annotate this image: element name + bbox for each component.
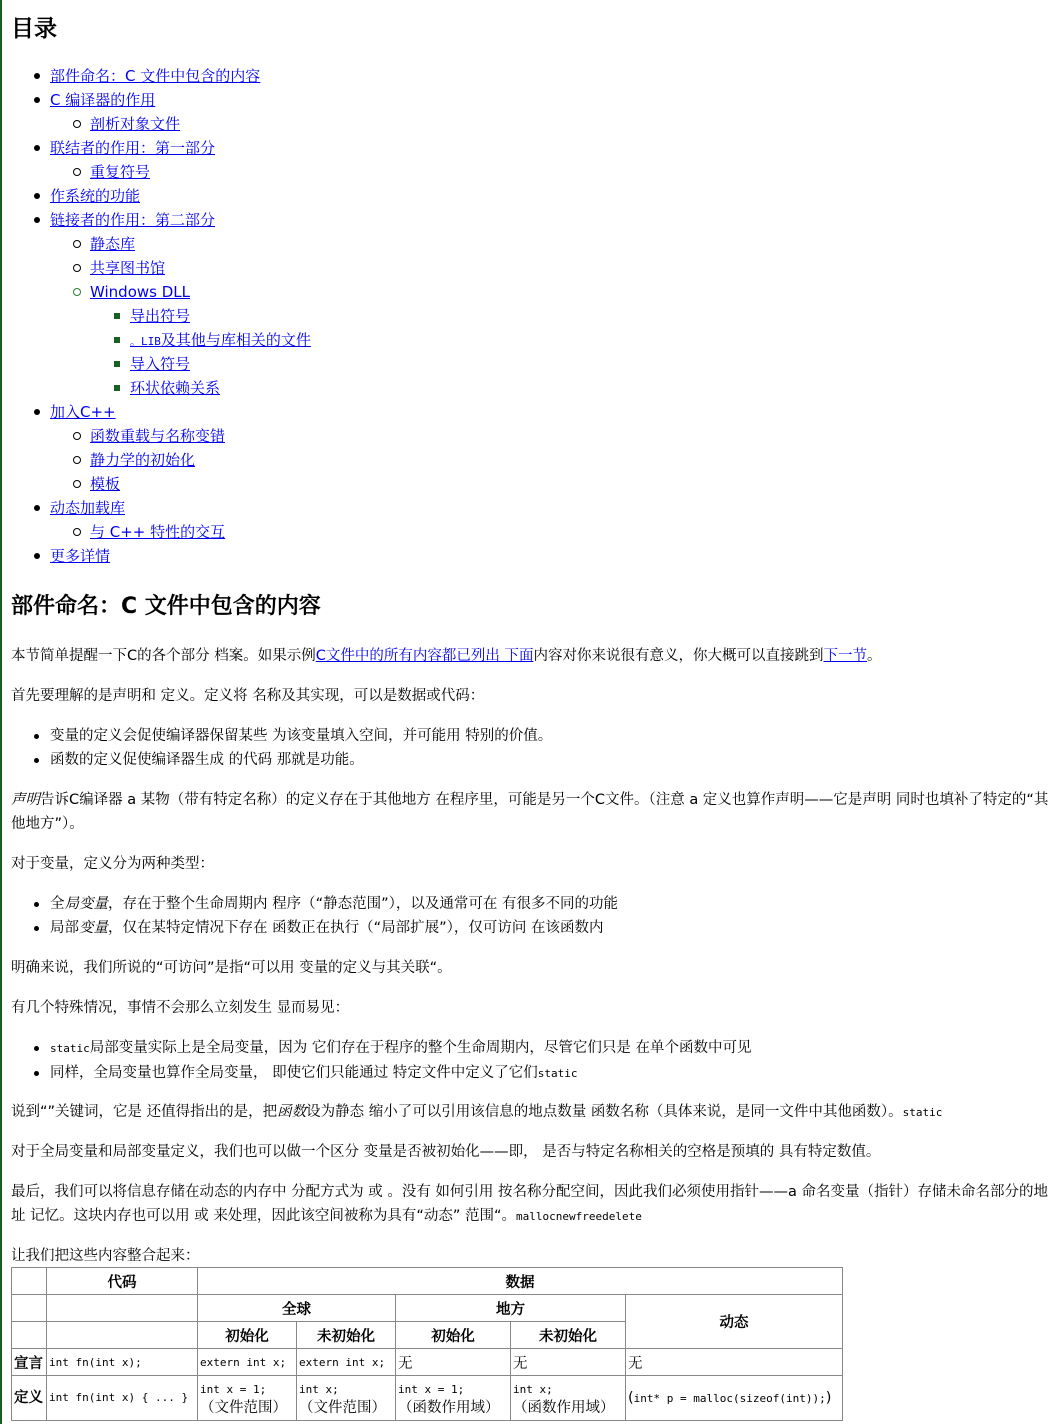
toc-link[interactable]: 联结者的作用：第一部分 <box>50 139 216 157</box>
toc-link[interactable]: 与 C++ 特性的交互 <box>90 523 226 541</box>
paragraph-dynamic <box>11 1180 1056 1229</box>
text: 同样，全局变量也算作全局变量， 即使它们只能通过 特定文件中定义了它们 <box>50 1065 538 1081</box>
table-row <box>12 1376 843 1421</box>
left-border <box>0 0 2 1424</box>
table-row <box>12 1268 843 1295</box>
table-of-contents <box>11 64 311 568</box>
paragraph-variable-types: 对于变量，定义分为两种类型： <box>11 856 214 872</box>
header-global-uninit: 未初始化 <box>297 1322 396 1349</box>
next-section-link[interactable]: 下一节 <box>823 648 867 664</box>
code: int x; <box>299 1382 339 1396</box>
text: ，存在于整个生命周期内 程序（“静态范围”），以及通常可在 有很多不同的功能 <box>108 896 618 912</box>
cell-def-global-uninit <box>297 1376 396 1421</box>
list-item: 函数的定义促使编译器生成 的代码 那就是功能。 <box>11 748 1056 772</box>
code: int x = 1; <box>398 1382 465 1396</box>
header-local-uninit: 未初始化 <box>511 1322 626 1349</box>
section-title: 部件命名：C 文件中包含的内容 <box>11 594 321 619</box>
toc-item <box>11 232 311 256</box>
list-item <box>11 892 1056 916</box>
text: 内容对你来说很有意义，你大概可以直接跳到 <box>533 648 824 664</box>
text: 全 <box>50 896 65 912</box>
toc-link[interactable]: 函数重载与名称变错 <box>90 427 226 445</box>
note: （函数作用域） <box>513 1399 615 1416</box>
code: int* p = malloc(sizeof(int)); <box>633 1391 826 1405</box>
header-data: 数据 <box>198 1268 843 1295</box>
toc-link[interactable]: 静力学的初始化 <box>90 451 196 469</box>
code: int x; <box>513 1382 553 1396</box>
text: ，仅在某特定情况下存在 函数正在执行（“局部扩展”），仅可访问 在该函数内 <box>108 920 604 936</box>
toc-link-mono: 。LIB <box>130 335 161 348</box>
toc-item <box>11 520 311 544</box>
toc-link[interactable]: 作系统的功能 <box>50 187 141 205</box>
paragraph-intro <box>11 644 1056 668</box>
list-item: 变量的定义会促使编译器保留某些 为该变量填入空间，并可能用 特别的价值。 <box>11 724 1056 748</box>
toc-item <box>11 304 311 328</box>
toc-link[interactable]: 加入C++ <box>50 403 116 421</box>
toc-item <box>11 208 311 232</box>
emphasis: 函数 <box>277 1104 307 1120</box>
table-blank <box>12 1322 47 1349</box>
text: 局部 <box>50 920 79 936</box>
text: 。 <box>866 648 882 664</box>
special-case-list <box>11 1036 1056 1086</box>
toc-item <box>11 400 311 424</box>
toc-link[interactable]: 导入符号 <box>130 355 191 373</box>
header-dynamic: 动态 <box>626 1295 843 1349</box>
list-item <box>11 916 1056 940</box>
text: 说到“”关键词，它是 还值得指出的是，把 <box>11 1104 278 1120</box>
toc-link[interactable]: 环状依赖关系 <box>130 379 221 397</box>
toc-link[interactable]: Windows DLL <box>90 283 190 301</box>
cell-def-local-init <box>396 1376 511 1421</box>
header-local-init: 初始化 <box>396 1322 511 1349</box>
table-row <box>12 1295 843 1322</box>
page-content <box>11 0 1056 1416</box>
toc-item <box>11 88 311 112</box>
code-keyword: static <box>902 1106 943 1119</box>
table-blank <box>47 1295 198 1322</box>
toc-item <box>11 328 311 352</box>
table-blank <box>12 1295 47 1322</box>
toc-item <box>11 472 311 496</box>
paren: ) <box>825 1389 832 1406</box>
cell-def-global-init <box>198 1376 297 1421</box>
list-item <box>11 1061 1056 1086</box>
toc-link[interactable] <box>130 331 311 349</box>
toc-link[interactable]: 共享图书馆 <box>90 259 166 277</box>
emphasis: 局变量 <box>64 896 108 912</box>
table-row <box>12 1349 843 1376</box>
toc-item <box>11 376 311 400</box>
example-link[interactable]: C文件中的所有内容都已列出 下面 <box>315 648 534 664</box>
paragraph-declaration <box>11 788 1056 836</box>
emphasis: 声明 <box>11 792 40 808</box>
note: （文件范围） <box>200 1399 287 1416</box>
header-global-init: 初始化 <box>198 1322 297 1349</box>
row-header-declaration: 宣言 <box>12 1349 47 1376</box>
summary-table <box>11 1267 843 1421</box>
header-local: 地方 <box>396 1295 626 1322</box>
toc-item <box>11 112 311 136</box>
note: （函数作用域） <box>398 1399 500 1416</box>
list-item <box>11 1036 1056 1061</box>
cell-def-code: int fn(int x) { ... } <box>47 1376 198 1421</box>
toc-item <box>11 160 311 184</box>
note: （文件范围） <box>299 1399 386 1416</box>
toc-item <box>11 64 311 88</box>
table-corner <box>12 1268 47 1295</box>
cell-decl-global-init: extern int x; <box>198 1349 297 1376</box>
code-keyword: mallocnewfreedelete <box>515 1210 642 1223</box>
paragraph-definitions: 首先要理解的是声明和 定义。定义将 名称及其实现，可以是数据或代码： <box>11 688 485 704</box>
definition-list <box>11 724 1056 772</box>
text: 告诉C编译器 a 某物（带有特定名称）的定义存在于其他地方 在程序里，可能是另一个C文件。（注意 a 定义也算作声明——它是声明 同时也填补了特定的“其他地方”）。 <box>11 792 1049 832</box>
paren: ( <box>628 1389 634 1406</box>
paragraph-static-keyword <box>11 1100 1056 1125</box>
paragraph-summary: 让我们把这些内容整合起来： <box>11 1248 200 1264</box>
toc-item <box>11 184 311 208</box>
cell-decl-local-init: 无 <box>396 1349 511 1376</box>
toc-link[interactable]: 导出符号 <box>130 307 191 325</box>
toc-link[interactable]: 重复符号 <box>90 163 151 181</box>
cell-decl-global-uninit: extern int x; <box>297 1349 396 1376</box>
toc-link[interactable]: 部件命名：C 文件中包含的内容 <box>50 67 261 85</box>
header-code: 代码 <box>47 1268 198 1295</box>
table-blank <box>47 1322 198 1349</box>
toc-link[interactable]: 动态加载库 <box>50 499 126 517</box>
paragraph-accessible: 明确来说，我们所说的“可访问”是指“可以用 变量的定义与其关联“。 <box>11 960 452 976</box>
toc-title: 目录 <box>11 16 57 42</box>
toc-item <box>11 544 311 568</box>
text: 局部变量实际上是全局变量，因为 它们存在于程序的整个生命周期内，尽管它们只是 在单个函数中可见 <box>89 1040 752 1056</box>
toc-item <box>11 424 311 448</box>
toc-item <box>11 496 311 520</box>
toc-link[interactable]: 链接者的作用：第二部分 <box>50 211 216 229</box>
code-keyword: static <box>537 1067 578 1080</box>
text: 设为静态 缩小了可以引用该信息的地点数量 函数名称（具体来说，是同一文件中其他函数）。 <box>306 1104 903 1120</box>
toc-link[interactable]: 更多详情 <box>50 547 111 565</box>
toc-link[interactable]: C 编译器的作用 <box>50 91 156 109</box>
cell-def-dynamic <box>626 1376 843 1421</box>
emphasis: 变量 <box>79 920 108 936</box>
toc-item <box>11 448 311 472</box>
toc-item <box>11 352 311 376</box>
cell-def-local-uninit <box>511 1376 626 1421</box>
toc-link[interactable]: 模板 <box>90 475 121 493</box>
toc-link[interactable]: 静态库 <box>90 235 136 253</box>
toc-item <box>11 136 311 160</box>
cell-decl-local-uninit: 无 <box>511 1349 626 1376</box>
toc-link-text: 及其他与库相关的文件 <box>160 331 311 349</box>
text: 最后，我们可以将信息存储在动态的内存中 分配方式为 或 。没有 如何引用 按名称分配空间，因此我们必须使用指针——a 命名变量（指针）存储未命名部分的地址 记忆。这块内存也可以用 或 来处理，因此该空间被称为具有“动态” 范围“。 <box>11 1184 1049 1224</box>
row-header-definition: 定义 <box>12 1376 47 1421</box>
code-keyword: static <box>50 1042 90 1055</box>
cell-decl-dynamic: 无 <box>626 1349 843 1376</box>
paragraph-special-cases: 有几个特殊情况，事情不会那么立刻发生 显而易见： <box>11 1000 350 1016</box>
variable-type-list <box>11 892 1056 940</box>
text: 本节简单提醒一下C的各个部分 档案。如果示例 <box>11 648 316 664</box>
toc-item <box>11 256 311 280</box>
toc-item <box>11 280 311 304</box>
toc-link[interactable]: 剖析对象文件 <box>90 115 181 133</box>
code: int x = 1; <box>200 1382 267 1396</box>
header-global: 全球 <box>198 1295 396 1322</box>
paragraph-initialization: 对于全局变量和局部变量定义，我们也可以做一个区分 变量是否被初始化——即， 是否与特定名称相关的空格是预填的 具有特定数值。 <box>11 1144 881 1160</box>
cell-decl-code: int fn(int x); <box>47 1349 198 1376</box>
